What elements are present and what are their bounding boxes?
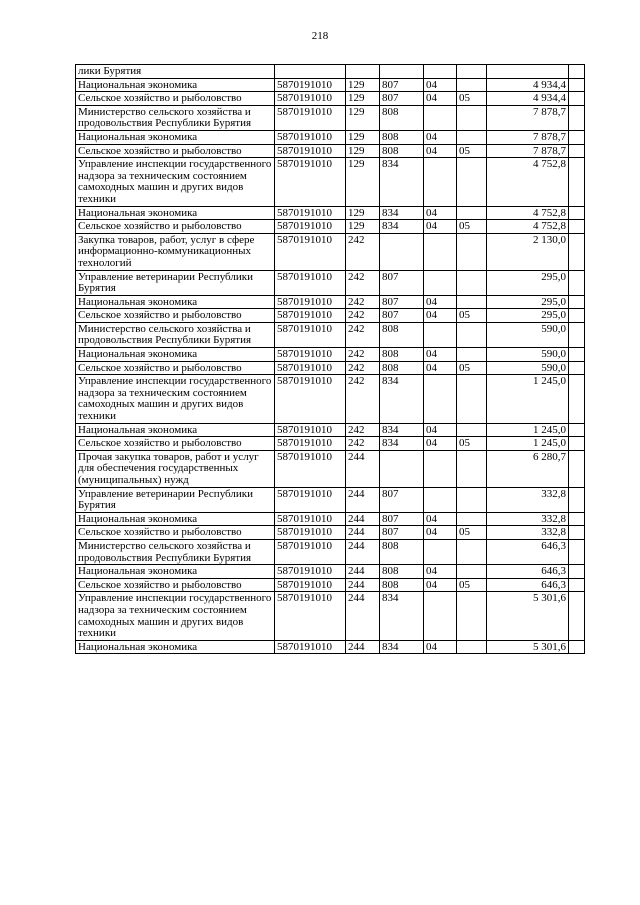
target-article-code-cell: 5870191010 bbox=[275, 348, 346, 362]
expense-type-cell: 242 bbox=[346, 423, 380, 437]
row-name-cell: Управление инспекции государственного надзора за техническим состоянием самоходных машин и других видов техники bbox=[76, 375, 275, 423]
extra-cell bbox=[569, 512, 585, 526]
row-name-cell: Управление ветеринарии Республики Бурятия bbox=[76, 270, 275, 295]
row-name-cell: Министерство сельского хозяйства и продовольствия Республики Бурятия bbox=[76, 539, 275, 564]
subsection-code-cell: 05 bbox=[457, 361, 487, 375]
table-row bbox=[76, 375, 585, 423]
target-article-code-cell: 5870191010 bbox=[275, 206, 346, 220]
section-code-cell: 04 bbox=[424, 348, 457, 362]
target-article-code-cell: 5870191010 bbox=[275, 375, 346, 423]
subsection-code-cell: 05 bbox=[457, 578, 487, 592]
subsection-code-cell bbox=[457, 270, 487, 295]
section-code-cell bbox=[424, 65, 457, 79]
subsection-code-cell: 05 bbox=[457, 92, 487, 106]
section-code-cell: 04 bbox=[424, 640, 457, 654]
expense-type-cell: 242 bbox=[346, 322, 380, 347]
amount-cell bbox=[487, 65, 569, 79]
expense-type-cell: 244 bbox=[346, 592, 380, 640]
expense-type-cell: 129 bbox=[346, 78, 380, 92]
subsection-code-cell bbox=[457, 206, 487, 220]
target-article-code-cell: 5870191010 bbox=[275, 144, 346, 158]
ministry-code-cell: 834 bbox=[380, 437, 424, 451]
ministry-code-cell bbox=[380, 450, 424, 487]
target-article-code-cell: 5870191010 bbox=[275, 322, 346, 347]
page-number: 218 bbox=[311, 30, 329, 42]
amount-cell: 646,3 bbox=[487, 578, 569, 592]
subsection-code-cell bbox=[457, 295, 487, 309]
table-row bbox=[76, 233, 585, 270]
amount-cell: 332,8 bbox=[487, 487, 569, 512]
ministry-code-cell: 808 bbox=[380, 144, 424, 158]
row-name-cell: Сельское хозяйство и рыболовство bbox=[76, 578, 275, 592]
row-name-cell: Национальная экономика bbox=[76, 78, 275, 92]
expense-type-cell: 244 bbox=[346, 565, 380, 579]
table-row bbox=[76, 640, 585, 654]
amount-cell: 2 130,0 bbox=[487, 233, 569, 270]
ministry-code-cell: 834 bbox=[380, 220, 424, 234]
target-article-code-cell bbox=[275, 65, 346, 79]
extra-cell bbox=[569, 450, 585, 487]
target-article-code-cell: 5870191010 bbox=[275, 487, 346, 512]
target-article-code-cell: 5870191010 bbox=[275, 295, 346, 309]
amount-cell: 7 878,7 bbox=[487, 105, 569, 130]
subsection-code-cell bbox=[457, 322, 487, 347]
row-name-cell: Сельское хозяйство и рыболовство bbox=[76, 437, 275, 451]
section-code-cell bbox=[424, 105, 457, 130]
table-row bbox=[76, 487, 585, 512]
extra-cell bbox=[569, 158, 585, 206]
section-code-cell: 04 bbox=[424, 295, 457, 309]
subsection-code-cell bbox=[457, 130, 487, 144]
target-article-code-cell: 5870191010 bbox=[275, 78, 346, 92]
ministry-code-cell: 807 bbox=[380, 92, 424, 106]
amount-cell: 4 752,8 bbox=[487, 206, 569, 220]
target-article-code-cell: 5870191010 bbox=[275, 592, 346, 640]
extra-cell bbox=[569, 565, 585, 579]
subsection-code-cell: 05 bbox=[457, 144, 487, 158]
expense-type-cell: 242 bbox=[346, 295, 380, 309]
table-row bbox=[76, 220, 585, 234]
table-row bbox=[76, 144, 585, 158]
ministry-code-cell: 834 bbox=[380, 640, 424, 654]
table-row bbox=[76, 295, 585, 309]
amount-cell: 7 878,7 bbox=[487, 130, 569, 144]
amount-cell: 590,0 bbox=[487, 361, 569, 375]
table-row bbox=[76, 361, 585, 375]
ministry-code-cell: 808 bbox=[380, 578, 424, 592]
target-article-code-cell: 5870191010 bbox=[275, 539, 346, 564]
extra-cell bbox=[569, 233, 585, 270]
extra-cell bbox=[569, 309, 585, 323]
table-row bbox=[76, 78, 585, 92]
row-name-cell: Сельское хозяйство и рыболовство bbox=[76, 309, 275, 323]
amount-cell: 4 934,4 bbox=[487, 92, 569, 106]
extra-cell bbox=[569, 130, 585, 144]
row-name-cell: Управление ветеринарии Республики Бурятия bbox=[76, 487, 275, 512]
table-row bbox=[76, 450, 585, 487]
extra-cell bbox=[569, 206, 585, 220]
expense-type-cell: 244 bbox=[346, 512, 380, 526]
extra-cell bbox=[569, 322, 585, 347]
table-row bbox=[76, 539, 585, 564]
table-row bbox=[76, 92, 585, 106]
extra-cell bbox=[569, 578, 585, 592]
amount-cell: 646,3 bbox=[487, 565, 569, 579]
target-article-code-cell: 5870191010 bbox=[275, 105, 346, 130]
row-name-cell: Управление инспекции государственного надзора за техническим состоянием самоходных машин и других видов техники bbox=[76, 592, 275, 640]
table-body bbox=[76, 65, 585, 654]
section-code-cell: 04 bbox=[424, 130, 457, 144]
expense-type-cell: 129 bbox=[346, 92, 380, 106]
subsection-code-cell bbox=[457, 423, 487, 437]
row-name-cell: Прочая закупка товаров, работ и услуг для обеспечения государственных (муниципальных) нужд bbox=[76, 450, 275, 487]
subsection-code-cell bbox=[457, 375, 487, 423]
extra-cell bbox=[569, 270, 585, 295]
subsection-code-cell bbox=[457, 565, 487, 579]
section-code-cell: 04 bbox=[424, 526, 457, 540]
target-article-code-cell: 5870191010 bbox=[275, 526, 346, 540]
subsection-code-cell: 05 bbox=[457, 437, 487, 451]
subsection-code-cell bbox=[457, 640, 487, 654]
subsection-code-cell bbox=[457, 592, 487, 640]
target-article-code-cell: 5870191010 bbox=[275, 233, 346, 270]
row-name-cell: Национальная экономика bbox=[76, 206, 275, 220]
amount-cell: 332,8 bbox=[487, 526, 569, 540]
extra-cell bbox=[569, 361, 585, 375]
section-code-cell: 04 bbox=[424, 206, 457, 220]
target-article-code-cell: 5870191010 bbox=[275, 578, 346, 592]
section-code-cell: 04 bbox=[424, 578, 457, 592]
table-row bbox=[76, 348, 585, 362]
table-row bbox=[76, 65, 585, 79]
ministry-code-cell: 807 bbox=[380, 309, 424, 323]
amount-cell: 1 245,0 bbox=[487, 375, 569, 423]
section-code-cell bbox=[424, 592, 457, 640]
table-row bbox=[76, 130, 585, 144]
row-name-cell: Сельское хозяйство и рыболовство bbox=[76, 220, 275, 234]
target-article-code-cell: 5870191010 bbox=[275, 158, 346, 206]
ministry-code-cell: 807 bbox=[380, 487, 424, 512]
ministry-code-cell: 808 bbox=[380, 565, 424, 579]
section-code-cell: 04 bbox=[424, 423, 457, 437]
expense-type-cell: 242 bbox=[346, 375, 380, 423]
extra-cell bbox=[569, 375, 585, 423]
expense-type-cell: 244 bbox=[346, 450, 380, 487]
target-article-code-cell: 5870191010 bbox=[275, 565, 346, 579]
expense-type-cell: 242 bbox=[346, 361, 380, 375]
expense-type-cell: 129 bbox=[346, 105, 380, 130]
target-article-code-cell: 5870191010 bbox=[275, 220, 346, 234]
target-article-code-cell: 5870191010 bbox=[275, 437, 346, 451]
ministry-code-cell: 807 bbox=[380, 295, 424, 309]
subsection-code-cell bbox=[457, 105, 487, 130]
section-code-cell bbox=[424, 487, 457, 512]
subsection-code-cell bbox=[457, 539, 487, 564]
target-article-code-cell: 5870191010 bbox=[275, 423, 346, 437]
section-code-cell bbox=[424, 158, 457, 206]
section-code-cell: 04 bbox=[424, 361, 457, 375]
table-row bbox=[76, 158, 585, 206]
expense-type-cell: 242 bbox=[346, 233, 380, 270]
section-code-cell: 04 bbox=[424, 565, 457, 579]
expense-type-cell: 129 bbox=[346, 144, 380, 158]
row-name-cell: Сельское хозяйство и рыболовство bbox=[76, 92, 275, 106]
amount-cell: 1 245,0 bbox=[487, 437, 569, 451]
subsection-code-cell: 05 bbox=[457, 220, 487, 234]
ministry-code-cell bbox=[380, 65, 424, 79]
budget-table bbox=[75, 64, 585, 654]
amount-cell: 7 878,7 bbox=[487, 144, 569, 158]
row-name-cell: Национальная экономика bbox=[76, 565, 275, 579]
table-row bbox=[76, 578, 585, 592]
table-row bbox=[76, 526, 585, 540]
ministry-code-cell: 808 bbox=[380, 361, 424, 375]
extra-cell bbox=[569, 144, 585, 158]
table-row bbox=[76, 565, 585, 579]
extra-cell bbox=[569, 423, 585, 437]
row-name-cell: Национальная экономика bbox=[76, 295, 275, 309]
extra-cell bbox=[569, 78, 585, 92]
table-row bbox=[76, 206, 585, 220]
amount-cell: 4 752,8 bbox=[487, 220, 569, 234]
extra-cell bbox=[569, 65, 585, 79]
amount-cell: 332,8 bbox=[487, 512, 569, 526]
expense-type-cell: 244 bbox=[346, 526, 380, 540]
subsection-code-cell bbox=[457, 348, 487, 362]
amount-cell: 6 280,7 bbox=[487, 450, 569, 487]
amount-cell: 590,0 bbox=[487, 348, 569, 362]
subsection-code-cell bbox=[457, 65, 487, 79]
table-row bbox=[76, 270, 585, 295]
extra-cell bbox=[569, 487, 585, 512]
amount-cell: 5 301,6 bbox=[487, 592, 569, 640]
row-name-cell: Управление инспекции государственного надзора за техническим состоянием самоходных машин и других видов техники bbox=[76, 158, 275, 206]
table-row bbox=[76, 105, 585, 130]
row-name-cell: Национальная экономика bbox=[76, 348, 275, 362]
amount-cell: 295,0 bbox=[487, 295, 569, 309]
amount-cell: 4 934,4 bbox=[487, 78, 569, 92]
subsection-code-cell: 05 bbox=[457, 526, 487, 540]
ministry-code-cell: 834 bbox=[380, 375, 424, 423]
target-article-code-cell: 5870191010 bbox=[275, 450, 346, 487]
row-name-cell: Национальная экономика bbox=[76, 130, 275, 144]
amount-cell: 295,0 bbox=[487, 309, 569, 323]
section-code-cell bbox=[424, 450, 457, 487]
subsection-code-cell bbox=[457, 487, 487, 512]
target-article-code-cell: 5870191010 bbox=[275, 92, 346, 106]
expense-type-cell: 129 bbox=[346, 220, 380, 234]
row-name-cell: Министерство сельского хозяйства и продовольствия Республики Бурятия bbox=[76, 322, 275, 347]
ministry-code-cell bbox=[380, 233, 424, 270]
section-code-cell: 04 bbox=[424, 92, 457, 106]
expense-type-cell: 242 bbox=[346, 348, 380, 362]
target-article-code-cell: 5870191010 bbox=[275, 512, 346, 526]
ministry-code-cell: 808 bbox=[380, 130, 424, 144]
ministry-code-cell: 807 bbox=[380, 526, 424, 540]
extra-cell bbox=[569, 295, 585, 309]
amount-cell: 4 752,8 bbox=[487, 158, 569, 206]
ministry-code-cell: 808 bbox=[380, 348, 424, 362]
section-code-cell bbox=[424, 322, 457, 347]
section-code-cell bbox=[424, 375, 457, 423]
expense-type-cell bbox=[346, 65, 380, 79]
extra-cell bbox=[569, 640, 585, 654]
amount-cell: 5 301,6 bbox=[487, 640, 569, 654]
section-code-cell: 04 bbox=[424, 512, 457, 526]
target-article-code-cell: 5870191010 bbox=[275, 309, 346, 323]
expense-type-cell: 129 bbox=[346, 158, 380, 206]
target-article-code-cell: 5870191010 bbox=[275, 361, 346, 375]
ministry-code-cell: 808 bbox=[380, 322, 424, 347]
section-code-cell bbox=[424, 233, 457, 270]
extra-cell bbox=[569, 539, 585, 564]
section-code-cell: 04 bbox=[424, 78, 457, 92]
expense-type-cell: 129 bbox=[346, 130, 380, 144]
target-article-code-cell: 5870191010 bbox=[275, 130, 346, 144]
amount-cell: 646,3 bbox=[487, 539, 569, 564]
target-article-code-cell: 5870191010 bbox=[275, 640, 346, 654]
extra-cell bbox=[569, 92, 585, 106]
extra-cell bbox=[569, 592, 585, 640]
expense-type-cell: 242 bbox=[346, 270, 380, 295]
section-code-cell bbox=[424, 270, 457, 295]
ministry-code-cell: 807 bbox=[380, 512, 424, 526]
section-code-cell: 04 bbox=[424, 309, 457, 323]
subsection-code-cell bbox=[457, 233, 487, 270]
section-code-cell: 04 bbox=[424, 220, 457, 234]
row-name-cell: Сельское хозяйство и рыболовство bbox=[76, 144, 275, 158]
subsection-code-cell bbox=[457, 78, 487, 92]
table-row bbox=[76, 592, 585, 640]
extra-cell bbox=[569, 526, 585, 540]
amount-cell: 1 245,0 bbox=[487, 423, 569, 437]
table-row bbox=[76, 512, 585, 526]
extra-cell bbox=[569, 220, 585, 234]
extra-cell bbox=[569, 348, 585, 362]
subsection-code-cell bbox=[457, 512, 487, 526]
amount-cell: 295,0 bbox=[487, 270, 569, 295]
row-name-cell: Сельское хозяйство и рыболовство bbox=[76, 526, 275, 540]
amount-cell: 590,0 bbox=[487, 322, 569, 347]
row-name-cell: Национальная экономика bbox=[76, 423, 275, 437]
ministry-code-cell: 834 bbox=[380, 592, 424, 640]
expense-type-cell: 129 bbox=[346, 206, 380, 220]
section-code-cell bbox=[424, 539, 457, 564]
table-row bbox=[76, 309, 585, 323]
expense-type-cell: 244 bbox=[346, 578, 380, 592]
table-row bbox=[76, 322, 585, 347]
expense-type-cell: 244 bbox=[346, 640, 380, 654]
row-name-cell: лики Бурятия bbox=[76, 65, 275, 79]
ministry-code-cell: 834 bbox=[380, 423, 424, 437]
expense-type-cell: 244 bbox=[346, 539, 380, 564]
subsection-code-cell: 05 bbox=[457, 309, 487, 323]
ministry-code-cell: 834 bbox=[380, 158, 424, 206]
ministry-code-cell: 808 bbox=[380, 539, 424, 564]
section-code-cell: 04 bbox=[424, 144, 457, 158]
section-code-cell: 04 bbox=[424, 437, 457, 451]
expense-type-cell: 242 bbox=[346, 309, 380, 323]
ministry-code-cell: 808 bbox=[380, 105, 424, 130]
row-name-cell: Министерство сельского хозяйства и продовольствия Республики Бурятия bbox=[76, 105, 275, 130]
ministry-code-cell: 834 bbox=[380, 206, 424, 220]
expense-type-cell: 244 bbox=[346, 487, 380, 512]
table-row bbox=[76, 423, 585, 437]
row-name-cell: Национальная экономика bbox=[76, 512, 275, 526]
row-name-cell: Сельское хозяйство и рыболовство bbox=[76, 361, 275, 375]
expense-type-cell: 242 bbox=[346, 437, 380, 451]
ministry-code-cell: 807 bbox=[380, 270, 424, 295]
subsection-code-cell bbox=[457, 158, 487, 206]
ministry-code-cell: 807 bbox=[380, 78, 424, 92]
target-article-code-cell: 5870191010 bbox=[275, 270, 346, 295]
subsection-code-cell bbox=[457, 450, 487, 487]
row-name-cell: Закупка товаров, работ, услуг в сфере информационно-коммуникационных технологий bbox=[76, 233, 275, 270]
row-name-cell: Национальная экономика bbox=[76, 640, 275, 654]
extra-cell bbox=[569, 105, 585, 130]
table-row bbox=[76, 437, 585, 451]
extra-cell bbox=[569, 437, 585, 451]
